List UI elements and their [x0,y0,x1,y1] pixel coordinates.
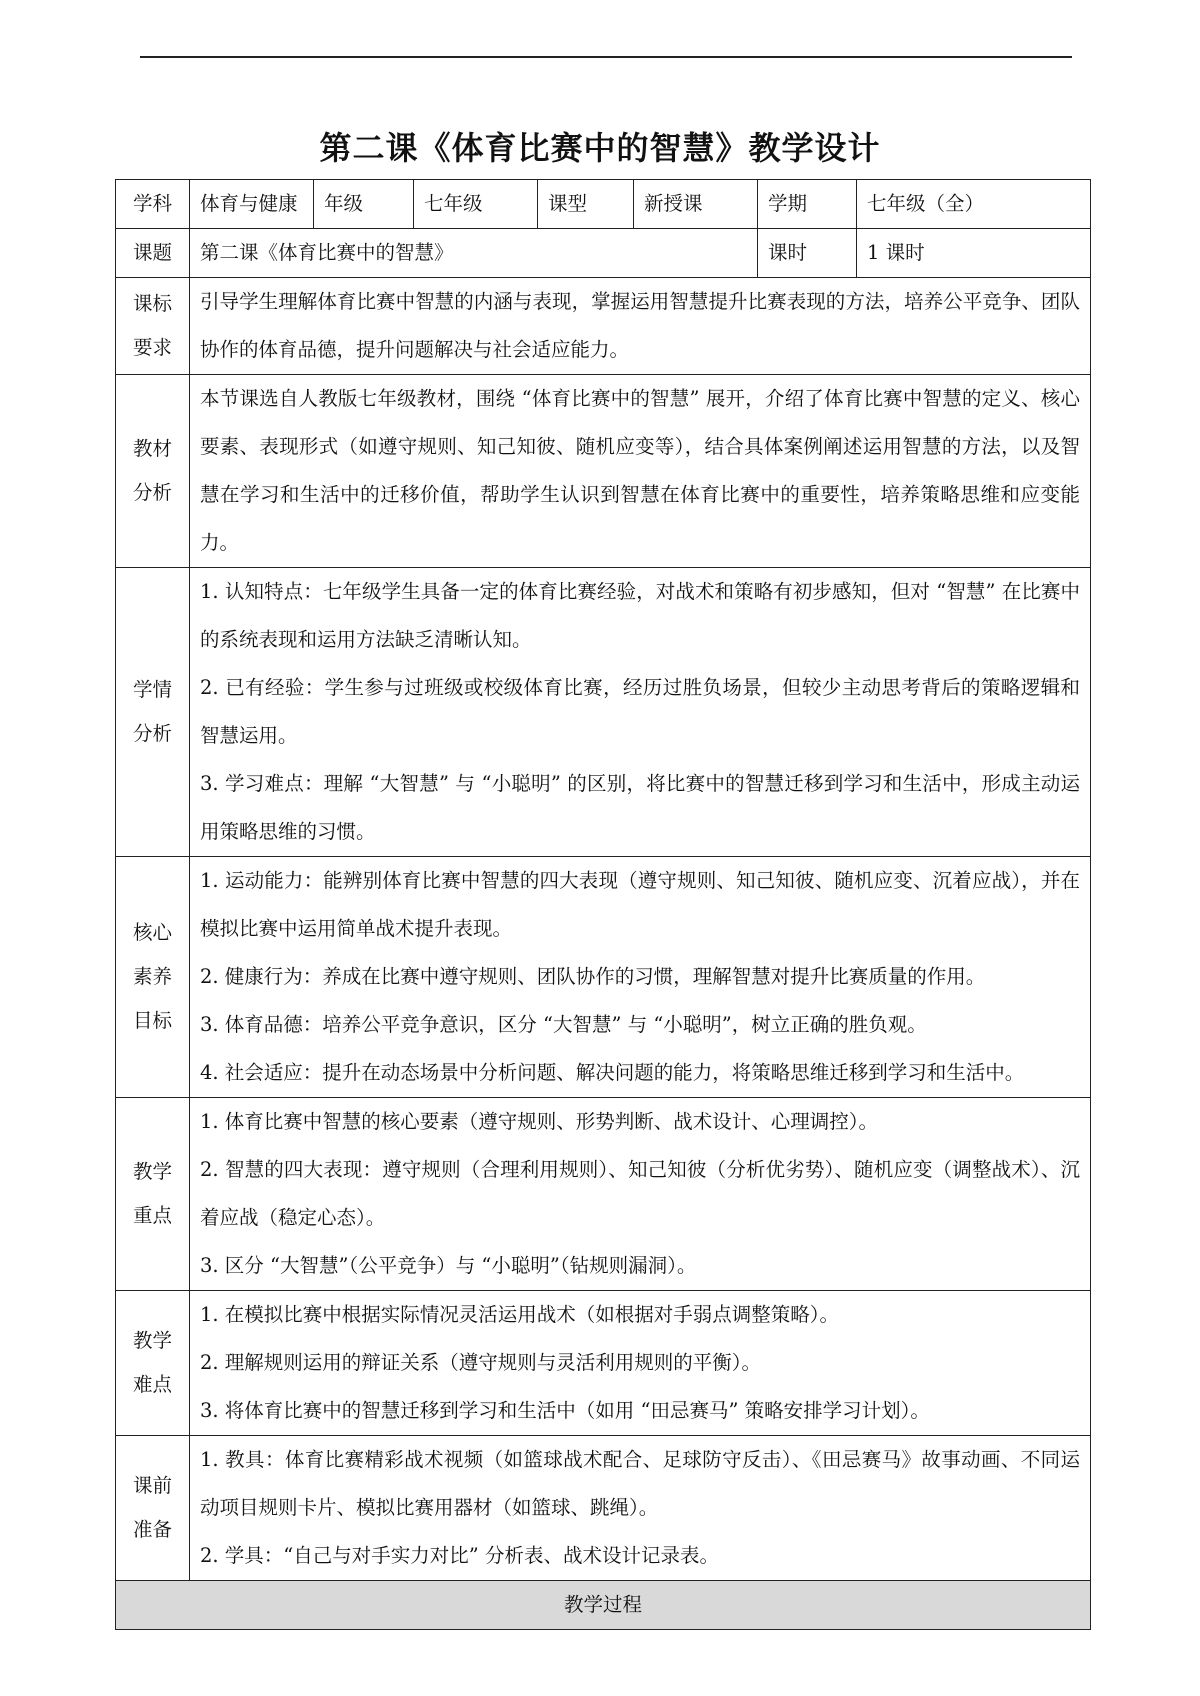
section-paragraph: 1. 在模拟比赛中根据实际情况灵活运用战术（如根据对手弱点调整策略）。 [200,1303,840,1326]
teaching-process-header: 教学过程 [116,1581,1091,1630]
document-title: 第二课《体育比赛中的智慧》教学设计 [319,129,881,167]
grade-label: 年级 [314,180,414,229]
section-row [116,857,1091,1098]
term-value: 七年级（全） [857,180,1091,229]
section-label-line: 分析 [132,481,172,504]
section-label-line: 准备 [132,1518,172,1541]
section-label [116,1436,190,1581]
lesson-plan-table [115,179,1091,1630]
section-label [116,857,190,1098]
topic-label: 课题 [116,229,190,278]
section-paragraph: 3. 区分 “大智慧”（公平竞争）与 “小聪明”（钻规则漏洞）。 [200,1254,697,1277]
section-label-line: 目标 [132,1009,172,1032]
section-paragraph: 引导学生理解体育比赛中智慧的内涵与表现，掌握运用智慧提升比赛表现的方法，培养公平竞争、团队协作的体育品德，提升问题解决与社会适应能力。 [200,290,1080,361]
section-paragraph: 3. 体育品德：培养公平竞争意识，区分 “大智慧” 与 “小聪明”，树立正确的胜负观。 [200,1013,927,1036]
section-paragraph: 2. 学具：“自己与对手实力对比” 分析表、战术设计记录表。 [200,1544,719,1567]
section-row [116,1291,1091,1436]
section-paragraph: 1. 认知特点：七年级学生具备一定的体育比赛经验，对战术和策略有初步感知，但对 “智慧” 在比赛中的系统表现和运用方法缺乏清晰认知。 [200,580,1080,651]
section-label [116,1291,190,1436]
section-content [190,1436,1091,1581]
topic-row [116,229,1091,278]
section-paragraph: 1. 运动能力：能辨别体育比赛中智慧的四大表现（遵守规则、知己知彼、随机应变、沉着应战），并在模拟比赛中运用简单战术提升表现。 [200,869,1080,940]
section-label-line: 分析 [132,722,172,745]
section-paragraph: 2. 智慧的四大表现：遵守规则（合理利用规则）、知己知彼（分析优劣势）、随机应变（调整战术）、沉着应战（稳定心态）。 [200,1158,1080,1229]
section-label-line: 课标 [132,292,172,315]
section-label [116,568,190,857]
section-row [116,278,1091,375]
hours-value: 1 课时 [857,229,1091,278]
grade-value: 七年级 [414,180,538,229]
section-label-line: 教材 [132,437,172,460]
section-content [190,1098,1091,1291]
section-content [190,375,1091,568]
course-type-value: 新授课 [634,180,758,229]
section-row [116,375,1091,568]
term-label: 学期 [758,180,857,229]
section-content [190,278,1091,375]
section-label-line: 课前 [132,1474,172,1497]
header-rule [140,56,1072,58]
section-paragraph: 3. 学习难点：理解 “大智慧” 与 “小聪明” 的区别，将比赛中的智慧迁移到学习和生活中，形成主动运用策略思维的习惯。 [200,772,1080,843]
section-content [190,568,1091,857]
subject-value: 体育与健康 [190,180,314,229]
section-row [116,1436,1091,1581]
section-row [116,1098,1091,1291]
info-row [116,180,1091,229]
process-header-row [116,1581,1091,1630]
subject-label: 学科 [116,180,190,229]
section-label [116,1098,190,1291]
section-label-line: 核心 [132,921,172,944]
section-row [116,568,1091,857]
section-paragraph: 本节课选自人教版七年级教材，围绕 “体育比赛中的智慧” 展开，介绍了体育比赛中智慧的定义、核心要素、表现形式（如遵守规则、知己知彼、随机应变等），结合具体案例阐述运用智慧的方法，以及智慧在学习和生活中的迁移价值，帮助学生认识到智慧在体育比赛中的重要性，培养策略思维和应变能力。 [200,387,1080,554]
section-paragraph: 1. 体育比赛中智慧的核心要素（遵守规则、形势判断、战术设计、心理调控）。 [200,1110,879,1133]
hours-label: 课时 [758,229,857,278]
section-label-line: 教学 [132,1160,172,1183]
section-label-line: 教学 [132,1329,172,1352]
section-paragraph: 2. 已有经验：学生参与过班级或校级体育比赛，经历过胜负场景，但较少主动思考背后的策略逻辑和智慧运用。 [200,676,1080,747]
section-label-line: 重点 [132,1204,172,1227]
section-content [190,857,1091,1098]
section-label-line: 难点 [132,1373,172,1396]
section-label-line: 素养 [132,965,172,988]
section-paragraph: 4. 社会适应：提升在动态场景中分析问题、解决问题的能力，将策略思维迁移到学习和生活中。 [200,1061,1025,1084]
topic-value: 第二课《体育比赛中的智慧》 [190,229,758,278]
section-paragraph: 2. 健康行为：养成在比赛中遵守规则、团队协作的习惯，理解智慧对提升比赛质量的作用。 [200,965,986,988]
section-label-line: 要求 [132,336,172,359]
course-type-label: 课型 [538,180,634,229]
section-paragraph: 2. 理解规则运用的辩证关系（遵守规则与灵活利用规则的平衡）。 [200,1351,762,1374]
section-label [116,375,190,568]
section-paragraph: 1. 教具：体育比赛精彩战术视频（如篮球战术配合、足球防守反击）、《田忌赛马》故事动画、不同运动项目规则卡片、模拟比赛用器材（如篮球、跳绳）。 [200,1448,1080,1519]
section-paragraph: 3. 将体育比赛中的智慧迁移到学习和生活中（如用 “田忌赛马” 策略安排学习计划）。 [200,1399,930,1422]
section-label [116,278,190,375]
section-content [190,1291,1091,1436]
section-label-line: 学情 [132,678,172,701]
